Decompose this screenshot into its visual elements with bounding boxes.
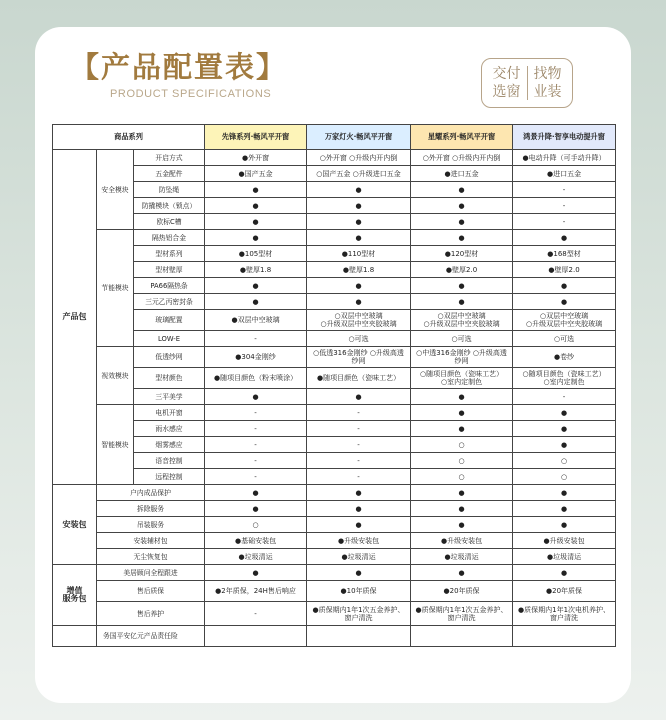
table-row <box>53 347 616 368</box>
cell-series-4 <box>513 626 616 647</box>
cell-series-2: ●壁厚1.8 <box>307 262 411 278</box>
page-subtitle: PRODUCT SPECIFICATIONS <box>110 88 272 100</box>
cell-series-1: ●随项目颜色（粉末喷涂） <box>205 368 307 389</box>
row-item-label: 开启方式 <box>134 150 205 166</box>
cell-series-4: ○随项目颜色（瓷味工艺） ○室内定制色 <box>513 368 616 389</box>
cell-series-3: ● <box>411 501 513 517</box>
cell-series-3: ○可选 <box>411 331 513 347</box>
table-row <box>53 565 616 581</box>
table-row <box>53 214 616 230</box>
cell-series-4: ●168型材 <box>513 246 616 262</box>
cell-series-3: ● <box>411 294 513 310</box>
cell-series-1: ● <box>205 230 307 246</box>
spec-table-body <box>53 150 616 647</box>
section-install: 安装包 <box>53 485 97 565</box>
cell-series-3: ●垃圾清运 <box>411 549 513 565</box>
cell-series-3: ● <box>411 214 513 230</box>
row-item-label: 玻璃配置 <box>134 310 205 331</box>
table-row <box>53 368 616 389</box>
table-row <box>53 389 616 405</box>
cell-series-1: ●304金刚纱 <box>205 347 307 368</box>
table-row <box>53 581 616 602</box>
table-row <box>53 421 616 437</box>
cell-series-1: ● <box>205 485 307 501</box>
row-item-label: 低透纱网 <box>134 347 205 368</box>
cell-series-3: ○ <box>411 453 513 469</box>
row-item-label: 务国平安亿元产品责任险 <box>97 626 205 647</box>
cell-series-4: ● <box>513 517 616 533</box>
cell-series-1: - <box>205 602 307 626</box>
row-item-label: 无尘恢复包 <box>97 549 205 565</box>
cell-series-1: ● <box>205 198 307 214</box>
table-row <box>53 453 616 469</box>
cell-series-3: ● <box>411 565 513 581</box>
stamp-divider <box>527 66 528 100</box>
cell-series-1: ●壁厚1.8 <box>205 262 307 278</box>
cell-series-2: ● <box>307 278 411 294</box>
cell-series-4: - <box>513 214 616 230</box>
row-item-label: 拆除服务 <box>97 501 205 517</box>
table-row <box>53 331 616 347</box>
cell-series-2: ● <box>307 214 411 230</box>
cell-series-3: ○外开窗 ○升级内开内倒 <box>411 150 513 166</box>
group-smart: 智能模块 <box>97 405 134 485</box>
row-item-label: 雨水感应 <box>134 421 205 437</box>
cell-series-4: ● <box>513 278 616 294</box>
cell-series-1: - <box>205 437 307 453</box>
cell-series-1: ● <box>205 501 307 517</box>
brand-stamp <box>481 58 573 108</box>
row-item-label: 美居顾问全程跟进 <box>97 565 205 581</box>
group-safety: 安全模块 <box>97 150 134 230</box>
cell-series-2: ○国产五金 ○升级进口五金 <box>307 166 411 182</box>
row-item-label: 型材系列 <box>134 246 205 262</box>
table-row <box>53 230 616 246</box>
cell-series-4: ●垃圾清运 <box>513 549 616 565</box>
row-item-label: 电机开窗 <box>134 405 205 421</box>
cell-series-3: ● <box>411 421 513 437</box>
header-series-3: 星耀系列·畅风平开窗 <box>411 125 513 150</box>
row-item-label: 售后质保 <box>97 581 205 602</box>
section-value_added: 增值 服务包 <box>53 565 97 626</box>
cell-series-3: ●升级安装包 <box>411 533 513 549</box>
cell-series-4: - <box>513 182 616 198</box>
table-row <box>53 278 616 294</box>
cell-series-4: ●20年质保 <box>513 581 616 602</box>
cell-series-2: ●随项目颜色（瓷味工艺） <box>307 368 411 389</box>
cell-series-2: ○双层中空玻璃 ○升级双层中空夹胶玻璃 <box>307 310 411 331</box>
cell-series-4: ●卷纱 <box>513 347 616 368</box>
row-item-label: PA66隔热条 <box>134 278 205 294</box>
cell-series-1: ● <box>205 214 307 230</box>
header-series-1: 先锋系列·畅风平开窗 <box>205 125 307 150</box>
blank-cell <box>53 626 97 647</box>
cell-series-3: ● <box>411 517 513 533</box>
cell-series-3: ○中透316金刚纱 ○升级高透 纱网 <box>411 347 513 368</box>
cell-series-2: ●10年质保 <box>307 581 411 602</box>
row-item-label: 五金配件 <box>134 166 205 182</box>
cell-series-2: ○低透316金刚纱 ○升级高透 纱网 <box>307 347 411 368</box>
cell-series-1: ● <box>205 565 307 581</box>
cell-series-1: ●外开窗 <box>205 150 307 166</box>
cell-series-4: ○ <box>513 469 616 485</box>
cell-series-4: ● <box>513 294 616 310</box>
cell-series-2: ● <box>307 182 411 198</box>
cell-series-3: ● <box>411 389 513 405</box>
cell-series-1: ●2年质保，24H售后响应 <box>205 581 307 602</box>
cell-series-3: ● <box>411 182 513 198</box>
row-item-label: 语音控制 <box>134 453 205 469</box>
cell-series-2: ● <box>307 485 411 501</box>
cell-series-4: ● <box>513 501 616 517</box>
row-item-label: LOW-E <box>134 331 205 347</box>
cell-series-3: ●20年质保 <box>411 581 513 602</box>
table-row <box>53 485 616 501</box>
cell-series-4: ● <box>513 565 616 581</box>
table-row <box>53 150 616 166</box>
cell-series-2: - <box>307 405 411 421</box>
cell-series-2: ● <box>307 501 411 517</box>
cell-series-3 <box>411 626 513 647</box>
table-row <box>53 533 616 549</box>
cell-series-1: - <box>205 469 307 485</box>
title-block <box>70 48 287 100</box>
row-item-label: 三元乙丙密封条 <box>134 294 205 310</box>
cell-series-3: ●壁厚2.0 <box>411 262 513 278</box>
table-row <box>53 469 616 485</box>
cell-series-1: ● <box>205 182 307 198</box>
row-item-label: 隔热铝合金 <box>134 230 205 246</box>
cell-series-1: ● <box>205 294 307 310</box>
cell-series-3: ○双层中空玻璃 ○升级双层中空夹胶玻璃 <box>411 310 513 331</box>
cell-series-2: ○外开窗 ○升级内开内倒 <box>307 150 411 166</box>
table-row <box>53 437 616 453</box>
cell-series-1: ●双层中空玻璃 <box>205 310 307 331</box>
row-item-label: 防撬模块（锁点） <box>134 198 205 214</box>
cell-series-2: ● <box>307 230 411 246</box>
cell-series-3: ● <box>411 230 513 246</box>
cell-series-3: ○ <box>411 469 513 485</box>
cell-series-1 <box>205 626 307 647</box>
table-row <box>53 310 616 331</box>
header-series-2: 万家灯火·畅风平开窗 <box>307 125 411 150</box>
stamp-text-1: 交付 <box>492 66 521 82</box>
cell-series-1: ● <box>205 278 307 294</box>
spec-table <box>52 124 616 647</box>
cell-series-2: ● <box>307 517 411 533</box>
cell-series-4: ○可选 <box>513 331 616 347</box>
cell-series-2: ●升级安装包 <box>307 533 411 549</box>
cell-series-4: ●壁厚2.0 <box>513 262 616 278</box>
cell-series-4: ● <box>513 230 616 246</box>
cell-series-2: ●质保期内1年1次五金养护、 窗户清洗 <box>307 602 411 626</box>
row-item-label: 远程控制 <box>134 469 205 485</box>
cell-series-1: ●105型材 <box>205 246 307 262</box>
cell-series-2: ● <box>307 565 411 581</box>
stamp-text-3: 找物 <box>533 66 562 82</box>
cell-series-1: ●垃圾清运 <box>205 549 307 565</box>
table-row <box>53 549 616 565</box>
cell-series-3: ● <box>411 405 513 421</box>
table-row <box>53 246 616 262</box>
cell-series-3: ● <box>411 485 513 501</box>
cell-series-2 <box>307 626 411 647</box>
cell-series-4: ●升级安装包 <box>513 533 616 549</box>
cell-series-1: - <box>205 421 307 437</box>
table-row <box>53 517 616 533</box>
section-product: 产品包 <box>53 150 97 485</box>
cell-series-4: ○ <box>513 453 616 469</box>
header-series-label: 商品系列 <box>53 125 205 150</box>
table-row <box>53 405 616 421</box>
cell-series-4: ●进口五金 <box>513 166 616 182</box>
cell-series-2: ● <box>307 198 411 214</box>
row-item-label: 型材颜色 <box>134 368 205 389</box>
table-row <box>53 166 616 182</box>
row-item-label: 欧标C槽 <box>134 214 205 230</box>
cell-series-3: ○ <box>411 437 513 453</box>
row-item-label: 安装辅材包 <box>97 533 205 549</box>
cell-series-3: ● <box>411 278 513 294</box>
cell-series-1: ●基础安装包 <box>205 533 307 549</box>
cell-series-2: - <box>307 437 411 453</box>
header-series-4: 鸿景升降·智享电动提升窗 <box>513 125 616 150</box>
cell-series-2: ●垃圾清运 <box>307 549 411 565</box>
cell-series-3: ○随项目颜色（瓷味工艺） ○室内定制色 <box>411 368 513 389</box>
cell-series-4: ○双层中空玻璃 ○升级双层中空夹胶玻璃 <box>513 310 616 331</box>
group-energy: 节能模块 <box>97 230 134 347</box>
cell-series-4: ●电动升降（可手动升降） <box>513 150 616 166</box>
cell-series-2: ● <box>307 294 411 310</box>
row-item-label: 售后养护 <box>97 602 205 626</box>
cell-series-2: - <box>307 421 411 437</box>
row-item-label: 烟雾感应 <box>134 437 205 453</box>
table-row <box>53 198 616 214</box>
row-item-label: 型材壁厚 <box>134 262 205 278</box>
cell-series-4: ●质保期内1年1次电机养护、 窗户清洗 <box>513 602 616 626</box>
stamp-text-2: 选窗 <box>492 84 521 100</box>
table-row <box>53 501 616 517</box>
cell-series-4: ● <box>513 437 616 453</box>
cell-series-1: - <box>205 405 307 421</box>
cell-series-4: ● <box>513 485 616 501</box>
cell-series-1: - <box>205 331 307 347</box>
cell-series-2: - <box>307 453 411 469</box>
table-row <box>53 182 616 198</box>
cell-series-1: - <box>205 453 307 469</box>
cell-series-3: ●进口五金 <box>411 166 513 182</box>
row-item-label: 三平美学 <box>134 389 205 405</box>
cell-series-4: ● <box>513 421 616 437</box>
row-item-label: 户内成品保护 <box>97 485 205 501</box>
cell-series-4: - <box>513 389 616 405</box>
cell-series-4: ● <box>513 405 616 421</box>
page-title: 【产品配置表】 <box>70 50 288 84</box>
cell-series-2: ○可选 <box>307 331 411 347</box>
table-row <box>53 602 616 626</box>
group-visual: 视效模块 <box>97 347 134 405</box>
cell-series-3: ●质保期内1年1次五金养护、 窗户清洗 <box>411 602 513 626</box>
table-row <box>53 626 616 647</box>
cell-series-2: ● <box>307 389 411 405</box>
row-item-label: 吊装服务 <box>97 517 205 533</box>
cell-series-3: ●120型材 <box>411 246 513 262</box>
cell-series-4: - <box>513 198 616 214</box>
cell-series-1: ● <box>205 389 307 405</box>
cell-series-1: ●国产五金 <box>205 166 307 182</box>
cell-series-2: ●110型材 <box>307 246 411 262</box>
table-row <box>53 294 616 310</box>
cell-series-2: - <box>307 469 411 485</box>
stamp-text-4: 业装 <box>533 84 562 100</box>
row-item-label: 防坠绳 <box>134 182 205 198</box>
table-row <box>53 262 616 278</box>
cell-series-3: ● <box>411 198 513 214</box>
cell-series-1: ○ <box>205 517 307 533</box>
